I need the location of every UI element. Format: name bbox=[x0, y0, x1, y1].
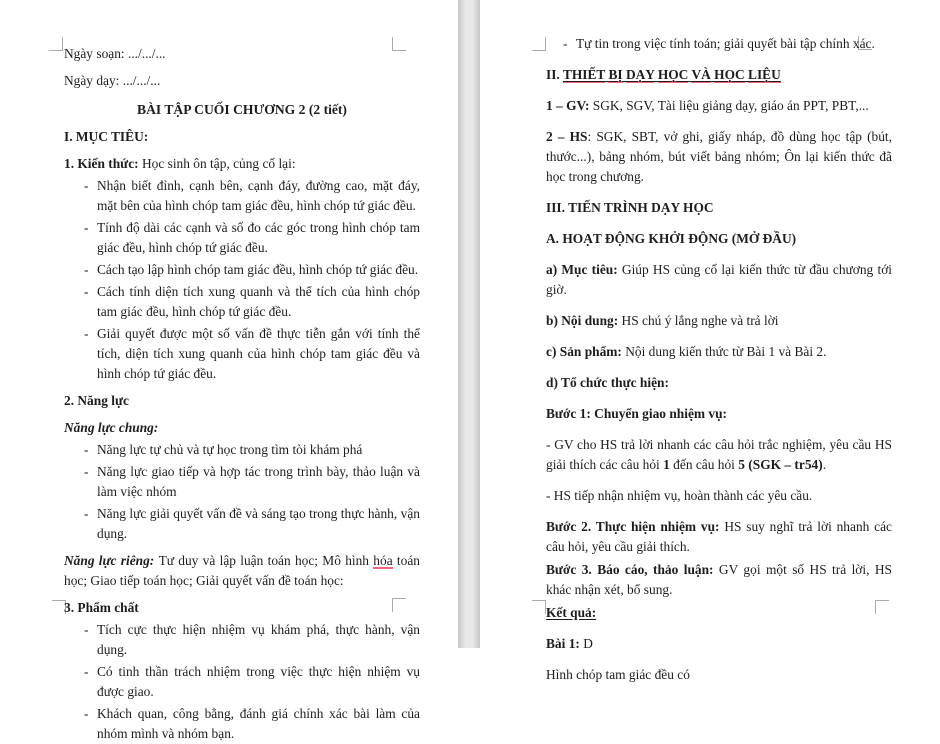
text-run: BÀI TẬP CUỐI CHƯƠNG 2 (2 tiết) bbox=[137, 102, 347, 117]
text-run: A. HOẠT ĐỘNG KHỞI ĐỘNG (MỞ ĐẦU) bbox=[546, 231, 797, 246]
bullet-dash: - bbox=[84, 442, 89, 457]
paragraph[interactable] bbox=[546, 486, 892, 506]
text-run bbox=[563, 67, 781, 83]
paragraph[interactable] bbox=[546, 127, 892, 187]
paragraph[interactable] bbox=[64, 154, 420, 174]
text-run: Kết quả: bbox=[546, 605, 597, 620]
paragraph[interactable] bbox=[64, 391, 420, 411]
text-run: Giải quyết được một số vấn đề thực tiễn gắn với tính thể tích, diện tích xung quanh của hình chóp tam giác đều và hình chóp tứ giác đều. bbox=[97, 326, 420, 381]
text-run: c) Sản phẩm: bbox=[546, 344, 626, 359]
paragraph[interactable] bbox=[546, 260, 892, 300]
text-run: Tích cực thực hiện nhiệm vụ khám phá, thực hành, vận dụng. bbox=[97, 622, 420, 657]
spellcheck-word: THIẾT bbox=[562, 67, 606, 82]
paragraph[interactable] bbox=[546, 373, 892, 393]
bullet-dash: - bbox=[84, 262, 89, 277]
list-item[interactable] bbox=[546, 34, 892, 54]
text-run: Khách quan, công bằng, đánh giá chính xác bài làm của nhóm mình và nhóm bạn. bbox=[97, 706, 420, 741]
paragraph[interactable] bbox=[64, 44, 420, 64]
list-item[interactable] bbox=[64, 504, 420, 544]
text-run: I. MỤC TIÊU: bbox=[64, 129, 149, 144]
text-run: toán học; Giao tiếp toán học; Giải quyết vấn đề toán học: bbox=[64, 553, 420, 588]
text-run: SGK, SGV, Tài liệu giảng dạy, giáo án PPT, PBT,... bbox=[592, 98, 869, 113]
text-run: Học sinh ôn tập, củng cố lại: bbox=[141, 156, 296, 171]
paragraph[interactable] bbox=[546, 96, 892, 116]
text-run: b) Nội dung: bbox=[546, 313, 622, 328]
text-run: 1 – GV: bbox=[546, 98, 593, 113]
text-run: - GV cho HS trả lời nhanh các câu hỏi trắc nghiệm, yêu cầu HS giải thích các câu hỏi bbox=[546, 437, 892, 472]
text-run: a) Mục tiêu: bbox=[546, 262, 622, 277]
list-item[interactable] bbox=[64, 620, 420, 660]
bullet-dash: - bbox=[84, 326, 89, 341]
bullet-dash: - bbox=[84, 664, 89, 679]
page-2-content[interactable] bbox=[546, 34, 892, 685]
crop-mark bbox=[532, 600, 546, 614]
bullet-dash: - bbox=[84, 622, 89, 637]
doc-title[interactable] bbox=[64, 100, 420, 120]
list-item[interactable] bbox=[64, 462, 420, 502]
paragraph[interactable] bbox=[546, 311, 892, 331]
text-run: Ngày soạn: .../.../... bbox=[64, 46, 166, 61]
text-run: Năng lực riêng: bbox=[64, 553, 159, 568]
text-run: Bước 3. Báo cáo, thảo luận: bbox=[546, 562, 719, 577]
paragraph[interactable] bbox=[546, 560, 892, 600]
paragraph[interactable] bbox=[546, 517, 892, 557]
list-item[interactable] bbox=[64, 704, 420, 744]
paragraph[interactable] bbox=[64, 71, 420, 91]
spellcheck-word: HỌC bbox=[714, 67, 745, 82]
list-item[interactable] bbox=[64, 282, 420, 322]
page-2[interactable] bbox=[480, 0, 940, 682]
paragraph[interactable] bbox=[546, 342, 892, 362]
text-run: HS suy nghĩ trả lời nhanh các câu hỏi, yêu cầu giải thích. bbox=[546, 519, 892, 554]
text-run: Có tinh thần trách nhiệm trong việc thực hiện nhiệm vụ được giao. bbox=[97, 664, 420, 699]
paragraph[interactable] bbox=[546, 603, 892, 623]
text-run: 1 bbox=[663, 457, 670, 472]
text-run: D bbox=[583, 636, 593, 651]
paragraph[interactable] bbox=[546, 198, 892, 218]
text-run: d) Tổ chức thực hiện: bbox=[546, 375, 669, 390]
paragraph[interactable] bbox=[546, 229, 892, 249]
bullet-dash: - bbox=[84, 220, 89, 235]
bullet-dash: - bbox=[84, 464, 89, 479]
crop-mark bbox=[532, 37, 546, 51]
text-run: Năng lực chung: bbox=[64, 420, 159, 435]
list-item[interactable] bbox=[64, 324, 420, 384]
paragraph[interactable] bbox=[546, 404, 892, 424]
list-item[interactable] bbox=[64, 176, 420, 216]
text-run: Tư duy và lập luận toán học; Mô hình bbox=[158, 553, 374, 568]
spellcheck-word: LIỆU bbox=[748, 67, 781, 82]
list-item[interactable] bbox=[64, 218, 420, 258]
bullet-dash: - bbox=[84, 506, 89, 521]
list-item[interactable] bbox=[64, 440, 420, 460]
text-run: Hình chóp tam giác đều có bbox=[546, 667, 690, 682]
text-run: HS chú ý lắng nghe và trả lời bbox=[621, 313, 779, 328]
text-run: Nhận biết đỉnh, cạnh bên, cạnh đáy, đường cao, mặt đáy, mặt bên của hình chóp tam giác đều, hình chóp tứ giác đều. bbox=[97, 178, 420, 213]
text-run: GV gọi một số HS trả lời, HS khác nhận xét, bổ sung. bbox=[546, 562, 892, 597]
text-run: Cách tính diện tích xung quanh và thể tích của hình chóp tam giác đều, hình chóp tứ giác đều. bbox=[97, 284, 420, 319]
crop-mark bbox=[49, 37, 63, 51]
text-run: Tự tin trong việc tính toán; giải quyết bài tập chính xác. bbox=[576, 36, 875, 51]
text-run: 5 (SGK – tr54) bbox=[738, 457, 823, 472]
list-item[interactable] bbox=[64, 662, 420, 702]
spellcheck-word: BỊ bbox=[608, 67, 623, 82]
paragraph[interactable] bbox=[64, 418, 420, 438]
page-1[interactable] bbox=[0, 0, 458, 741]
paragraph[interactable] bbox=[546, 634, 892, 654]
text-run: Nội dung kiến thức từ Bài 1 và Bài 2. bbox=[625, 344, 827, 359]
bullet-dash: - bbox=[84, 706, 89, 721]
text-run: Giúp HS củng cố lại kiến thức từ đầu chương tới giờ. bbox=[546, 262, 892, 297]
spellcheck-word: VÀ bbox=[691, 67, 711, 82]
text-run: - HS tiếp nhận nhiệm vụ, hoàn thành các yêu cầu. bbox=[546, 488, 813, 503]
bullet-dash: - bbox=[84, 284, 89, 299]
text-run: . bbox=[822, 457, 827, 472]
paragraph[interactable] bbox=[546, 435, 892, 475]
text-run: 3. Phẩm chất bbox=[64, 600, 139, 615]
text-run: : SGK, SBT, vở ghi, giấy nháp, đồ dùng học tập (bút, thước...), bảng nhóm, bút viết bảng nhóm; Ôn lại kiến thức đã học trong chương. bbox=[546, 129, 893, 184]
text-run: II. bbox=[546, 67, 563, 82]
page-1-content[interactable] bbox=[64, 44, 420, 744]
page-gap bbox=[458, 0, 480, 648]
text-run: III. TIẾN TRÌNH DẠY HỌC bbox=[546, 200, 714, 215]
paragraph[interactable] bbox=[546, 665, 892, 685]
text-run: Năng lực tự chủ và tự học trong tìm tòi khám phá bbox=[97, 442, 363, 457]
text-run: Năng lực giao tiếp và hợp tác trong trình bày, thảo luận và làm việc nhóm bbox=[97, 464, 420, 499]
spellcheck-word: DẠY bbox=[625, 67, 655, 82]
spellcheck-word: HỌC bbox=[657, 67, 689, 82]
text-run: Bước 1: Chuyển giao nhiệm vụ: bbox=[546, 406, 727, 421]
paragraph[interactable] bbox=[64, 598, 420, 618]
paragraph[interactable] bbox=[64, 127, 420, 147]
text-run: Năng lực giải quyết vấn đề và sáng tạo trong thực hành, vận dụng. bbox=[97, 506, 420, 541]
text-run: đến câu hỏi bbox=[669, 457, 739, 472]
text-run: Bài 1: bbox=[546, 636, 584, 651]
text-run: Bước 2. Thực hiện nhiệm vụ: bbox=[546, 519, 725, 534]
text-run: 2 – HS bbox=[546, 129, 588, 144]
text-run: 1. Kiến thức: bbox=[64, 156, 142, 171]
list-item[interactable] bbox=[64, 260, 420, 280]
text-run: Cách tạo lập hình chóp tam giác đều, hình chóp tứ giác đều. bbox=[97, 262, 419, 277]
text-run: Ngày dạy: .../.../... bbox=[64, 73, 161, 88]
bullet-dash: - bbox=[563, 36, 568, 51]
paragraph[interactable] bbox=[546, 65, 892, 85]
text-run: 2. Năng lực bbox=[64, 393, 129, 408]
text-run: hóa bbox=[373, 553, 393, 568]
text-run: Tính độ dài các cạnh và số đo các góc trong hình chóp tam giác đều, hình chóp tứ giác đều. bbox=[97, 220, 420, 255]
bullet-dash: - bbox=[84, 178, 89, 193]
paragraph[interactable] bbox=[64, 551, 420, 591]
